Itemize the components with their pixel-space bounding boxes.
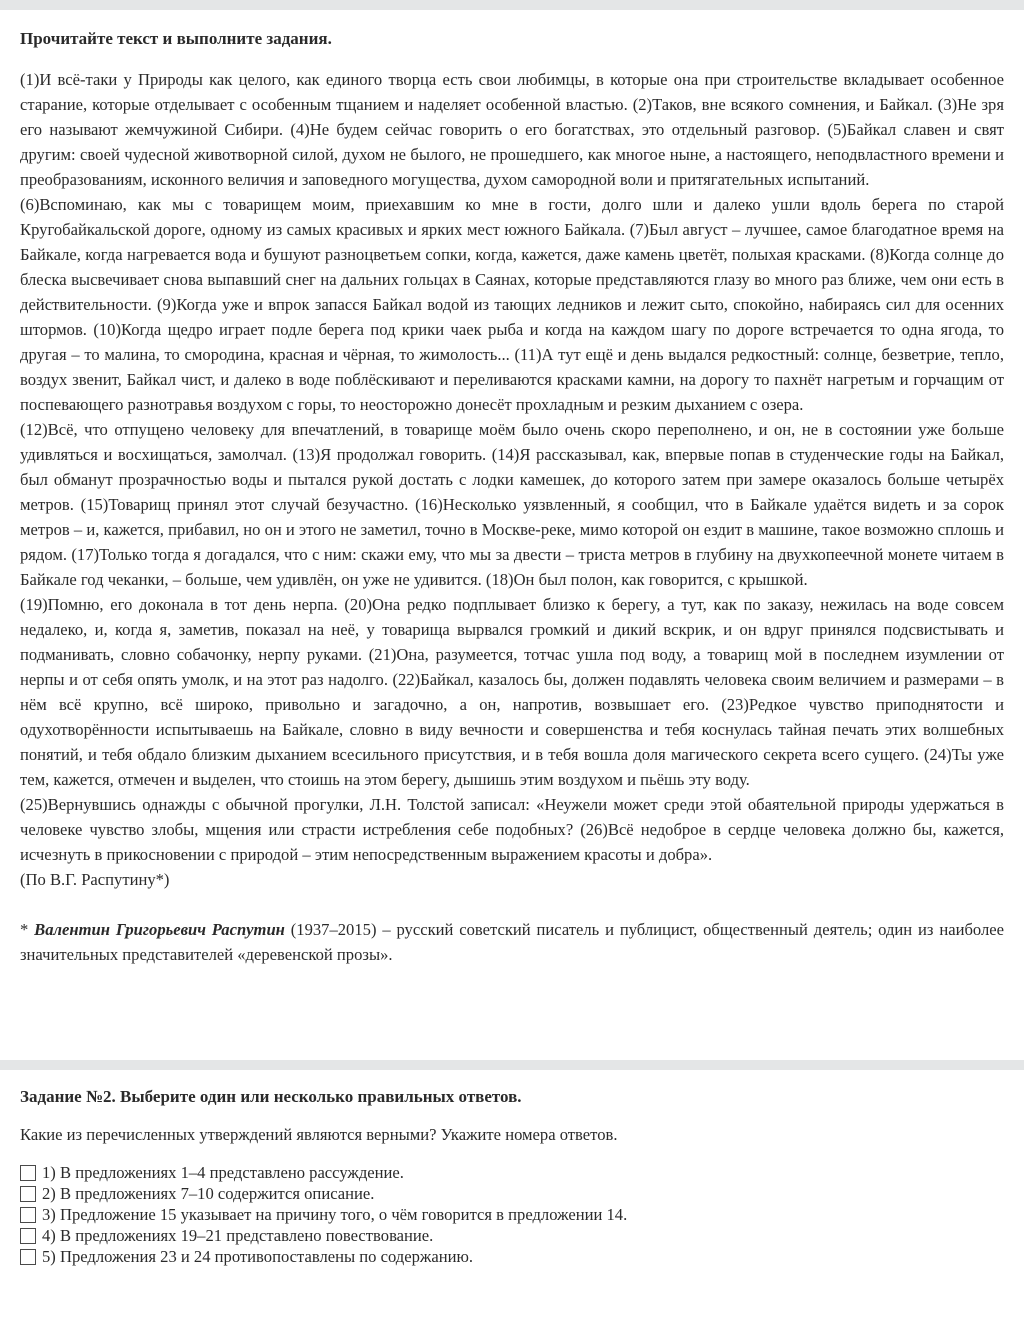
answer-option-5[interactable]	[20, 1246, 1004, 1267]
task-question: Какие из перечисленных утверждений являются верными? Укажите номера ответов.	[20, 1125, 618, 1144]
author-footnote	[20, 917, 1004, 967]
answer-label-3: 3) Предложение 15 указывает на причину того, о чём говорится в предложении 14.	[42, 1204, 628, 1224]
answer-option-1[interactable]	[20, 1162, 1004, 1183]
top-divider	[0, 0, 1024, 10]
answer-checkbox-5[interactable]	[20, 1249, 36, 1265]
paragraph-3: (12)Всё, что отпущено человеку для впечатлений, в товарище моём было очень скоро переполнено, и он, не в состоянии уже больше удивляться и восхищаться, замолчал. (13)Я продолжал говорить. (14)Я рассказывал, как, впервые попав в студенческие годы на Байкал, был обманут прозрачностью воды и пытался рукой достать с лодки камешек, до которого затем при замере оказалось больше четырёх метров. (15)Товарищ принял этот случай безучастно. (16)Несколько уязвленный, я сообщил, что в Байкале удаётся видеть и за сорок метров – и, кажется, прибавил, но он и этого не заметил, точно в Москве-реке, мимо которой он ездит в машине, такое возможно сплошь и рядом. (17)Только тогда я догадался, что с ним: скажи ему, что мы за двести – триста метров в глубину на двухкопеечной монете читаем в Байкале год чеканки, – больше, чем удивлён, он уже не удивится. (18)Он был полон, как говорится, с крышкой.	[20, 420, 1004, 589]
answer-label-5: 5) Предложения 23 и 24 противопоставлены по содержанию.	[42, 1246, 474, 1266]
paragraph-4: (19)Помню, его доконала в тот день нерпа. (20)Она редко подплывает близко к берегу, а тут, как по заказу, нежилась на воде совсем недалеко, и, когда я, заметив, показал на неё, у товарища вырвался громкий и дикий вскрик, и он вдруг принялся подсвистывать и подманивать, словно собачонку, нерпу руками. (21)Она, разумеется, тотчас ушла под воду, а товарищ мой в последнем изумлении от нерпы и от себя опять умолк, и на этот раз надолго. (22)Байкал, казалось бы, должен подавлять человека своим величием и размерами – в нём всё крупно, всё широко, привольно и загадочно, а он, напротив, возвышает его. (23)Редкое чувство приподнятости и одухотворённости испытываешь на Байкале, словно в виду вечности и совершенства и тебя коснулась тайная печать этих волшебных понятий, и тебя обдало близким дыханием всесильного присутствия, и в тебя вошла доля магического секрета всего сущего. (24)Ты уже тем, кажется, отмечен и выделен, что стоишь на этом берегу, дышишь этим воздухом и пьёшь эту воду.	[20, 595, 1004, 789]
footnote-marker: *	[20, 920, 35, 939]
answer-label-2: 2) В предложениях 7–10 содержится описание.	[42, 1183, 375, 1203]
answer-label-1: 1) В предложениях 1–4 представлено рассуждение.	[42, 1162, 404, 1182]
footnote-author: Валентин Григорьевич Распутин	[34, 920, 285, 939]
text-source: (По В.Г. Распутину*)	[20, 870, 170, 889]
reading-title: Прочитайте текст и выполните задания.	[20, 29, 332, 48]
footnote-text: (1937–2015) – русский советский писатель и публицист, общественный деятель; один из наиболее значительных представителей «деревенской прозы».	[20, 920, 1004, 964]
task-card	[0, 1070, 1024, 1267]
paragraph-1: (1)И всё-таки у Природы как целого, как единого творца есть свои любимцы, в которые она при строительстве вкладывает особенное старание, которые отделывает с особенным тщанием и наделяет особенной властью. (2)Таков, вне всякого сомнения, и Байкал. (3)Не зря его называют жемчужиной Сибири. (4)Не будем сейчас говорить о его богатствах, это отдельный разговор. (5)Байкал славен и свят другим: своей чудесной животворной силой, духом не былого, не прошедшего, как многое ныне, а настоящего, неподвластного времени и преобразованиям, исконного величия и заповедного могущества, духом самородной воли и притягательных испытаний.	[20, 70, 1004, 189]
answer-option-2[interactable]	[20, 1183, 1004, 1204]
paragraph-5: (25)Вернувшись однажды с обычной прогулки, Л.Н. Толстой записал: «Неужели может среди этой обаятельной природы удержаться в человеке чувство злобы, мщения или страсти истребления себе подобных? (26)Всё недоброе в сердце человека должно бы, кажется, исчезнуть в прикосновении с природой – этим непосредственным выражением красоты и добра».	[20, 795, 1004, 864]
answer-checkbox-4[interactable]	[20, 1228, 36, 1244]
reading-text	[20, 67, 1004, 967]
answer-option-3[interactable]	[20, 1204, 1004, 1225]
answer-checkbox-2[interactable]	[20, 1186, 36, 1202]
answer-checkbox-1[interactable]	[20, 1165, 36, 1181]
task-title: Задание №2. Выберите один или несколько правильных ответов.	[20, 1087, 522, 1106]
reading-card	[0, 10, 1024, 1060]
section-divider	[0, 1060, 1024, 1070]
answer-options	[20, 1162, 1004, 1267]
answer-option-4[interactable]	[20, 1225, 1004, 1246]
answer-checkbox-3[interactable]	[20, 1207, 36, 1223]
paragraph-2: (6)Вспоминаю, как мы с товарищем моим, приехавшим ко мне в гости, долго шли и далеко ушли вдоль берега по старой Кругобайкальской дороге, одному из самых красивых и ярких мест южного Байкала. (7)Был август – лучшее, самое благодатное время на Байкале, когда нагревается вода и бушуют разноцветьем сопки, когда, кажется, даже камень цветёт, полыхая красками. (8)Когда солнце до блеска высвечивает снова выпавший снег на дальних гольцах в Саянах, которые представляются глазу во много раз ближе, чем они есть в действительности. (9)Когда уже и впрок запасся Байкал водой из тающих ледников и лежит сыто, спокойно, набираясь сил для осенних штормов. (10)Когда щедро играет подле берега под крики чаек рыба и когда на каждом шагу по дороге встречается то одна ягода, то другая – то малина, то смородина, красная и чёрная, то жимолость... (11)А тут ещё и день выдался редкостный: солнце, безветрие, тепло, воздух звенит, Байкал чист, и далеко в воде поблёскивают и переливаются красками камни, на дорогу то пахнёт нагретым и горчащим от поспевающего разнотравья воздухом с горы, то неосторожно донесёт прохладным и резким дыханием с озера.	[20, 195, 1004, 414]
answer-label-4: 4) В предложениях 19–21 представлено повествование.	[42, 1225, 434, 1245]
